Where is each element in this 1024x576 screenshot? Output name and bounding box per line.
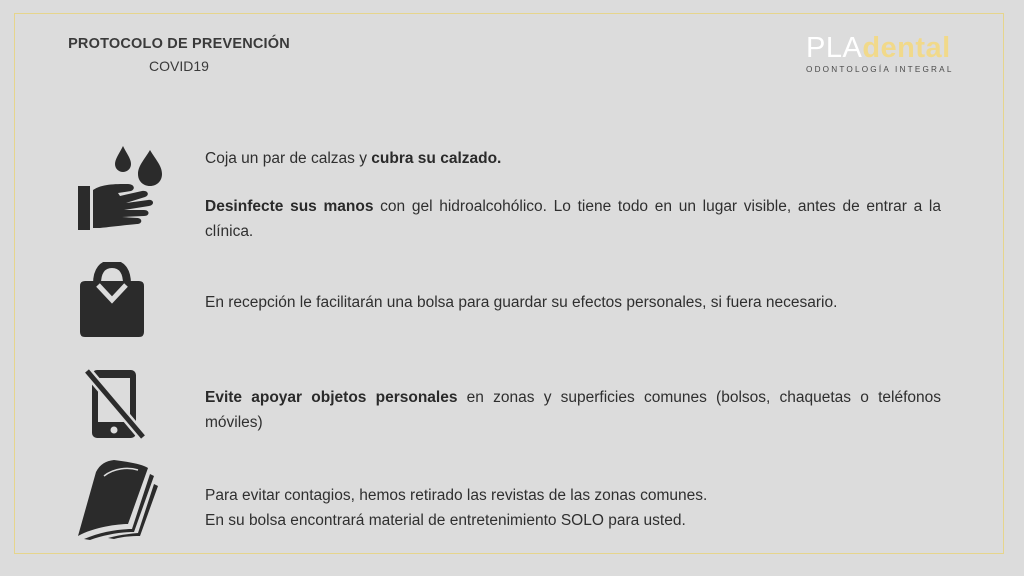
instruction-1-text: Coja un par de calzas y bbox=[205, 150, 372, 167]
no-phone-icon bbox=[84, 368, 146, 440]
instruction-4-line-1: Para evitar contagios, hemos retirado las revistas de las zonas comunes. bbox=[205, 487, 708, 504]
instruction-1-bold: cubra su calzado. bbox=[371, 150, 502, 167]
logo-word-pla: PLA bbox=[806, 32, 863, 64]
logo-wordmark bbox=[806, 32, 976, 64]
page-border bbox=[14, 13, 1004, 554]
instruction-1-line-2 bbox=[205, 194, 941, 244]
instruction-3 bbox=[205, 385, 941, 435]
instruction-1b-bold: Desinfecte sus manos bbox=[205, 198, 374, 215]
header bbox=[40, 36, 318, 74]
brand-logo bbox=[806, 32, 976, 74]
instruction-2 bbox=[205, 290, 941, 315]
magazine-icon bbox=[74, 458, 160, 540]
logo-word-dental: dental bbox=[862, 32, 951, 64]
instruction-3-bold: Evite apoyar objetos personales bbox=[205, 389, 458, 406]
instruction-2-text: En recepción le facilitarán una bolsa para guardar su efectos personales, si fuera necesario. bbox=[205, 294, 838, 311]
bag-icon bbox=[78, 262, 146, 338]
instruction-1-line-1 bbox=[205, 146, 941, 171]
instruction-1b-text: con gel hidroalcohólico. Lo tiene todo en un lugar visible, antes de entrar a la clínica. bbox=[205, 198, 941, 240]
hand-sanitizer-drops-icon bbox=[74, 144, 170, 232]
logo-tagline: ODONTOLOGÍA INTEGRAL bbox=[806, 65, 954, 74]
page-subtitle: COVID19 bbox=[149, 58, 209, 74]
instruction-4 bbox=[205, 483, 941, 533]
instruction-4-line-2: En su bolsa encontrará material de entretenimiento SOLO para usted. bbox=[205, 512, 686, 529]
instruction-1 bbox=[205, 146, 941, 244]
instruction-3-line bbox=[205, 385, 941, 435]
page-title: PROTOCOLO DE PREVENCIÓN bbox=[68, 36, 290, 52]
instruction-3-text: en zonas y superficies comunes (bolsos, chaquetas o teléfonos móviles) bbox=[205, 389, 941, 431]
